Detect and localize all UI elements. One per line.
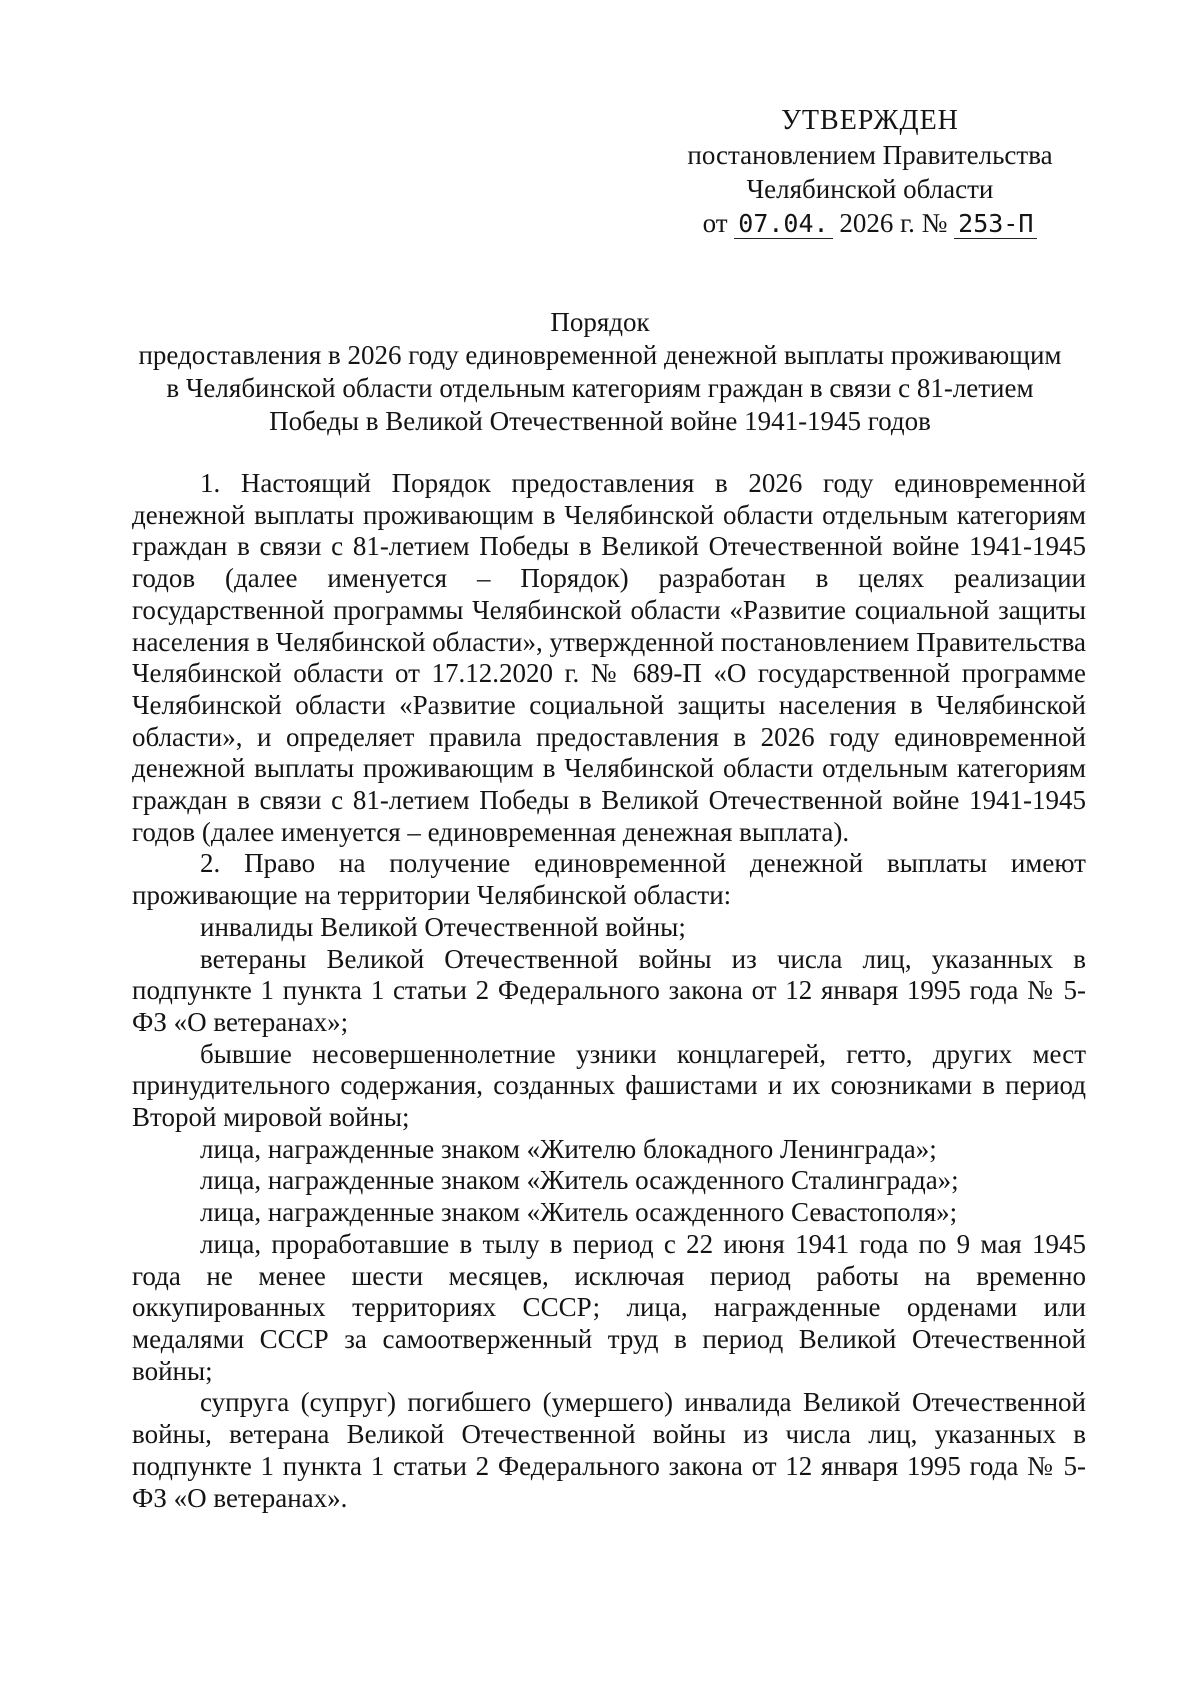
approval-year: 2026 г. № bbox=[839, 208, 948, 238]
approval-number: 253-П bbox=[954, 210, 1037, 239]
list-item: супруга (супруг) погибшего (умершего) инвалида Великой Отечественной войны, ветерана Великой Отечественной войны из числа лиц, указанных в подпункте 1 пункта 1 статьи 2 Федерального закона от 12 января 1995 года № 5-ФЗ «О ветеранах». bbox=[132, 1387, 1086, 1513]
list-item: ветераны Великой Отечественной войны из числа лиц, указанных в подпункте 1 пункта 1 статьи 2 Федерального закона от 12 января 1995 года № 5-ФЗ «О ветеранах»; bbox=[132, 943, 1086, 1037]
approval-line-2: Челябинской области bbox=[746, 174, 994, 204]
date-prefix: от bbox=[702, 208, 728, 238]
heading-title: Порядок bbox=[550, 307, 650, 337]
list-item: инвалиды Великой Отечественной войны; bbox=[200, 911, 686, 942]
approval-date: 07.04. bbox=[734, 210, 832, 239]
approval-title: УТВЕРЖДЕН bbox=[781, 105, 959, 136]
list-item: лица, награжденные знаком «Жителю блокадного Ленинграда»; bbox=[200, 1133, 937, 1164]
approval-block bbox=[650, 104, 1090, 240]
heading-subtitle: предоставления в 2026 году единовременной денежной выплаты проживающим в Челябинской области отдельным категориям граждан в связи с 81-летием Победы в Великой Отечественной войне 1941-1945 годов bbox=[138, 340, 1062, 436]
paragraph-2: 2. Право на получение единовременной денежной выплаты имеют проживающие на территории Челябинской области: bbox=[132, 848, 1086, 911]
document-heading bbox=[130, 306, 1070, 438]
list-item: лица, награжденные знаком «Житель осажденного Сталинграда»; bbox=[200, 1165, 959, 1196]
approval-line-1: постановлением Правительства bbox=[687, 140, 1053, 170]
approval-date-line bbox=[650, 206, 1090, 240]
list-item: лица, награжденные знаком «Житель осажденного Севастополя»; bbox=[200, 1197, 958, 1228]
list-item: лица, проработавшие в тылу в период с 22 июня 1941 года по 9 мая 1945 года не менее шести месяцев, исключая период работы на временно оккупированных территориях СССР; лица, награжденные орденами или медалями СССР за самоотверженный труд в период Великой Отечественной войны; bbox=[132, 1228, 1086, 1386]
document-body bbox=[132, 468, 1086, 1514]
paragraph-1: 1. Настоящий Порядок предоставления в 2026 году единовременной денежной выплаты проживающим в Челябинской области отдельным категориям граждан в связи с 81-летием Победы в Великой Отечественной войне 1941-1945 годов (далее именуется – Порядок) разработан в целях реализации государственной программы Челябинской области «Развитие социальной защиты населения в Челябинской области», утвержденной постановлением Правительства Челябинской области от 17.12.2020 г. № 689-П «О государственной программе Челябинской области «Развитие социальной защиты населения в Челябинской области», и определяет правила предоставления в 2026 году единовременной денежной выплаты проживающим в Челябинской области отдельным категориям граждан в связи с 81-летием Победы в Великой Отечественной войне 1941-1945 годов (далее именуется – единовременная денежная выплата). bbox=[132, 468, 1086, 847]
list-item: бывшие несовершеннолетние узники концлагерей, гетто, других мест принудительного содержания, созданных фашистами и их союзниками в период Второй мировой войны; bbox=[132, 1038, 1086, 1133]
